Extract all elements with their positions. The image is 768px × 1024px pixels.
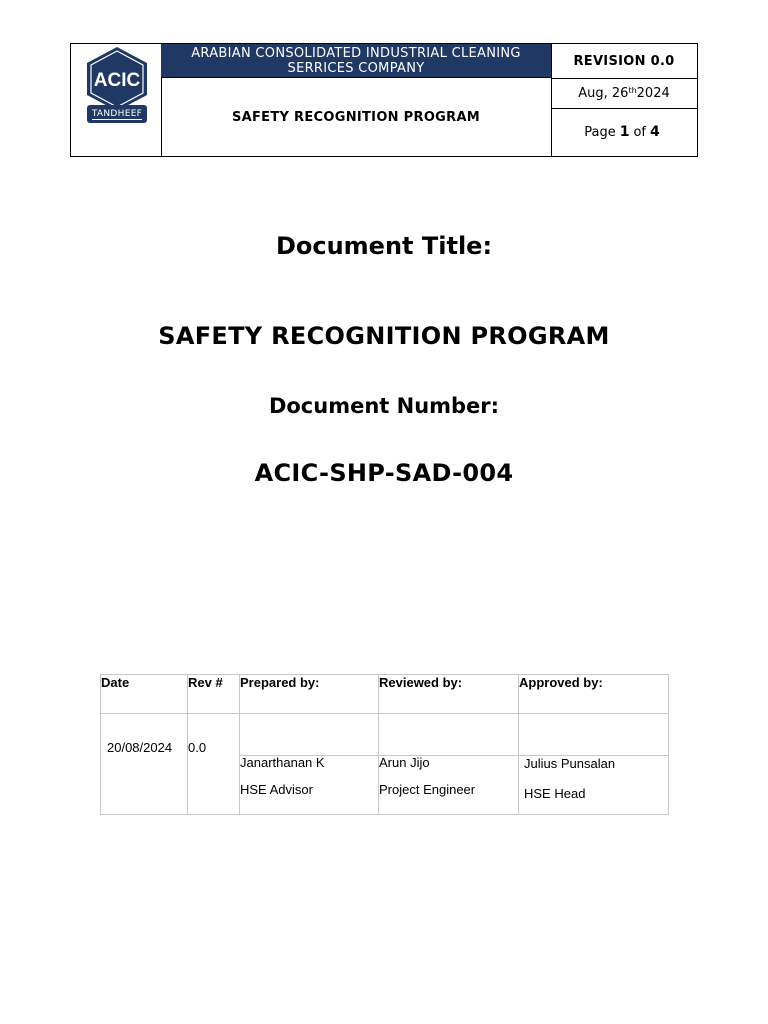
logo-band [87,105,147,123]
document-header [70,43,698,157]
page-indicator [551,108,697,156]
approval-date: 20/08/2024 [107,740,173,755]
document-title-label: Document Title: [275,232,493,260]
header-prepared: Prepared by: [240,675,320,690]
meta-cell [551,44,697,156]
approved-name: Julius Punsalan [524,756,616,771]
logo-cell [71,44,162,156]
reviewed-name: Arun Jijo [379,755,430,770]
approved-role: HSE Head [524,786,586,801]
date-prefix: Aug, 26 [578,85,629,101]
company-name: ARABIAN CONSOLIDATED INDUSTRIAL CLEANING SERRICES COMPANY [161,44,551,78]
logo-text: ACIC [93,70,141,91]
page-label: Page [584,124,616,140]
revision: REVISION 0.0 [551,44,697,79]
col-divider [518,675,519,814]
document-number-label: Document Number: [268,394,500,418]
approval-table [100,674,669,815]
reviewed-role: Project Engineer [379,782,476,797]
header-date: Date [101,675,130,690]
prepared-name: Janarthanan K [240,755,325,770]
date-sup: th [628,85,637,95]
program-name: SAFETY RECOGNITION PROGRAM [231,109,481,125]
header-approved: Approved by: [519,675,603,690]
document-number: ACIC-SHP-SAD-004 [254,459,514,487]
header-rev: Rev # [188,675,223,690]
page-total: 4 [650,124,660,140]
logo-band-text: TANDHEEF [91,108,143,119]
title-cell [161,44,552,156]
revision-date [551,78,697,109]
prepared-role: HSE Advisor [240,782,313,797]
page-of: of [633,124,646,140]
row-divider [101,713,668,714]
page-current: 1 [619,124,630,140]
document-title: SAFETY RECOGNITION PROGRAM [158,322,610,350]
date-suffix: 2024 [636,85,670,101]
approval-rev: 0.0 [188,740,207,755]
header-reviewed: Reviewed by: [379,675,463,690]
